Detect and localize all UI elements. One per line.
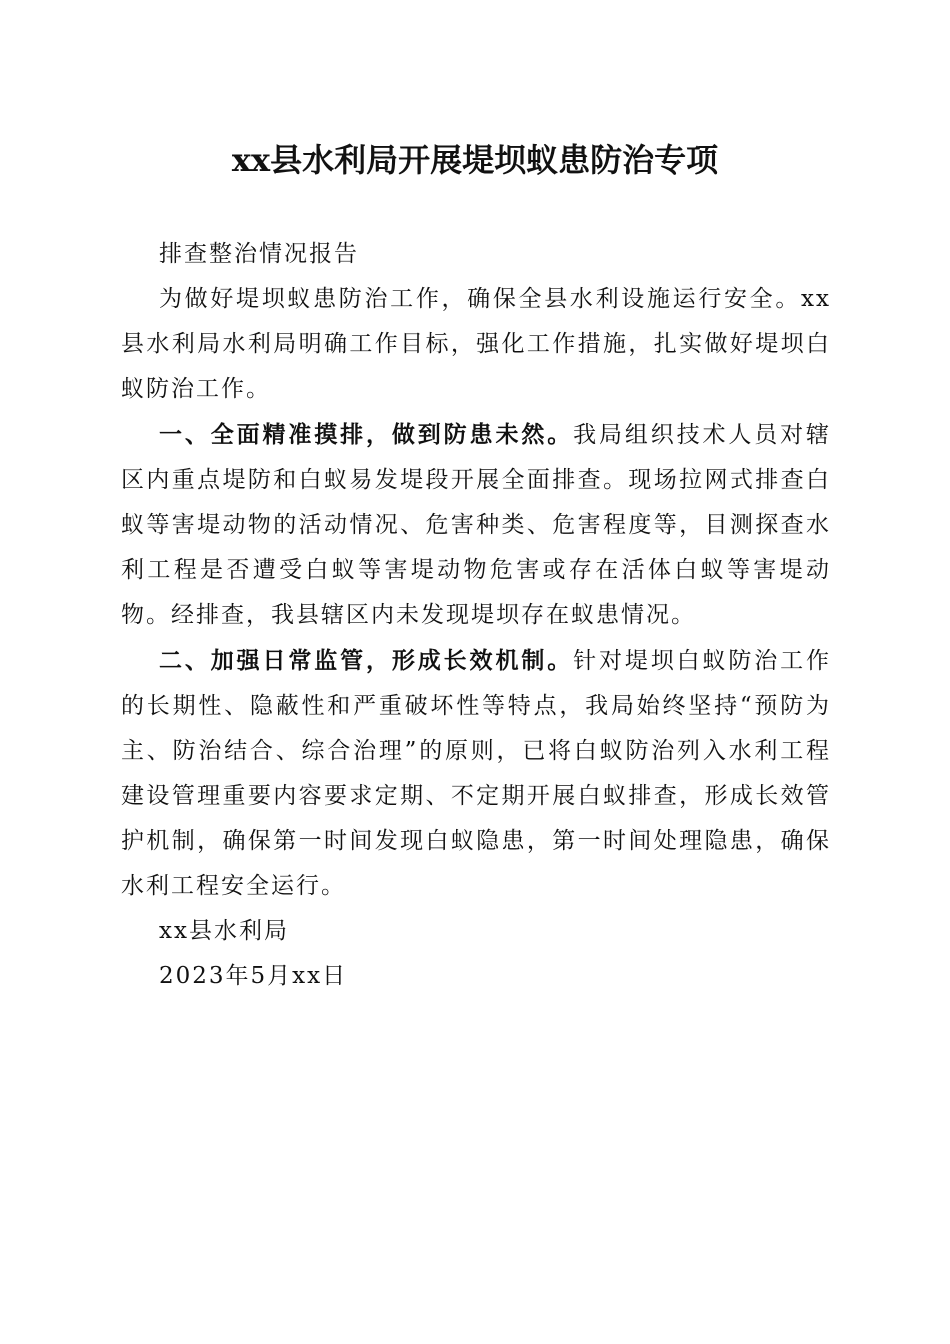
subtitle-line: 排查整治情况报告: [159, 241, 359, 267]
section-1-text: 我局组织技术人员对辖区内重点堤防和白蚁易发堤段开展全面排查。现场拉网式排查白蚁等害堤动物的活动情况、危害种类、危害程度等，目测探查水利工程是否遭受白蚁等害堤动物危害或存在活体白蚁等害堤动物。经排查，我县辖区内未发现堤坝存在蚁患情况。: [121, 422, 832, 628]
section-2-text: 针对堤坝白蚁防治工作的长期性、隐蔽性和严重破坏性等特点，我局始终坚持“预防为主、防治结合、综合治理”的原则，已将白蚁防治列入水利工程建设管理重要内容要求定期、不定期开展白蚁排查，形成长效管护机制，确保第一时间发现白蚁隐患，第一时间处理隐患，确保水利工程安全运行。: [121, 648, 832, 899]
document-body: [121, 232, 831, 999]
intro-paragraph: 为做好堤坝蚁患防治工作，确保全县水利设施运行安全。xx县水利局水利局明确工作目标，强化工作措施，扎实做好堤坝白蚁防治工作。: [121, 286, 831, 402]
section-2-paragraph: [121, 638, 831, 909]
document-title: xx县水利局开展堤坝蚁患防治专项: [231, 141, 719, 179]
signature-line: xx县水利局: [159, 918, 289, 944]
section-1-heading: 一、全面精准摸排，做到防患未然。: [159, 421, 574, 448]
section-2-heading: 二、加强日常监管，形成长效机制。: [159, 647, 574, 674]
date-line: 2023年5月xx日: [159, 963, 348, 989]
section-1-paragraph: [121, 412, 831, 638]
